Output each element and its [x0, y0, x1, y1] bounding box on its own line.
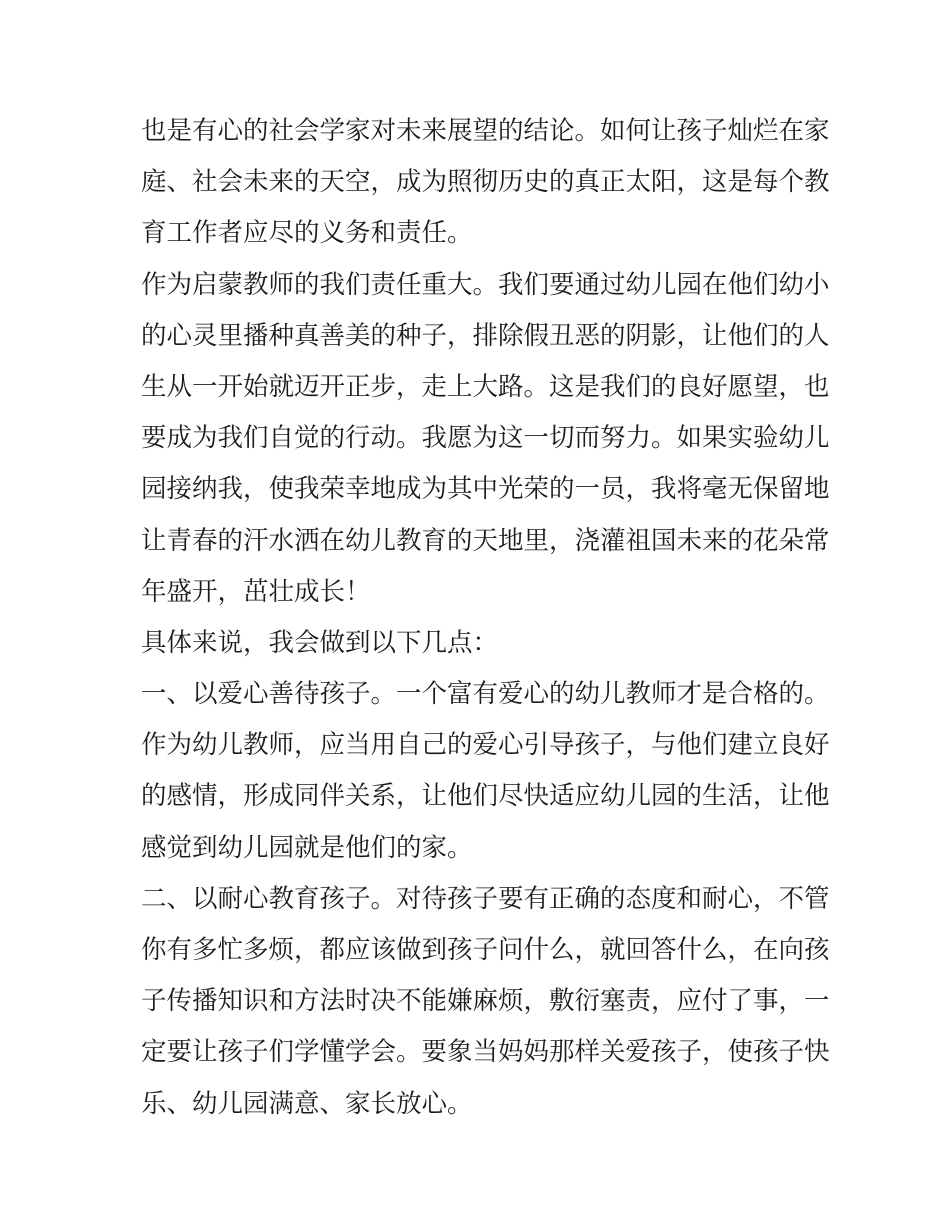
- text-line: 的感情，形成同伴关系，让他们尽快适应幼儿园的生活，让他: [141, 781, 830, 812]
- text-line: 具体来说，我会做到以下几点：: [141, 627, 499, 658]
- text-line: 子传播知识和方法时决不能嫌麻烦，敷衍塞责，应付了事，一: [141, 986, 830, 1017]
- text-line: 乐、幼儿园满意、家长放心。: [141, 1088, 473, 1119]
- text-line: 作为启蒙教师的我们责任重大。我们要通过幼儿园在他们幼小: [141, 269, 830, 300]
- text-line: 的心灵里播种真善美的种子，排除假丑恶的阴影，让他们的人: [141, 320, 830, 351]
- text-line: 感觉到幼儿园就是他们的家。: [141, 832, 473, 863]
- text-line: 年盛开，茁壮成长！: [141, 576, 371, 607]
- text-line: 作为幼儿教师，应当用自己的爱心引导孩子，与他们建立良好: [141, 730, 830, 761]
- text-line: 生从一开始就迈开正步，走上大路。这是我们的良好愿望，也: [141, 371, 830, 402]
- text-line: 让青春的汗水洒在幼儿教育的天地里，浇灌祖国未来的花朵常: [141, 525, 830, 556]
- text-line: 育工作者应尽的义务和责任。: [141, 218, 473, 249]
- text-line: 要成为我们自觉的行动。我愿为这一切而努力。如果实验幼儿: [141, 423, 830, 454]
- text-line: 庭、社会未来的天空，成为照彻历史的真正太阳，这是每个教: [141, 167, 830, 198]
- text-line: 你有多忙多烦，都应该做到孩子问什么，就回答什么，在向孩: [141, 935, 830, 965]
- text-line: 也是有心的社会学家对未来展望的结论。如何让孩子灿烂在家: [141, 116, 830, 146]
- text-line: 园接纳我，使我荣幸地成为其中光荣的一员，我将毫无保留地: [141, 474, 830, 505]
- text-line: 定要让孩子们学懂学会。要象当妈妈那样关爱孩子，使孩子快: [141, 1037, 830, 1068]
- body-text: [141, 106, 830, 1130]
- text-line: 一、以爱心善待孩子。一个富有爱心的幼儿教师才是合格的。: [141, 679, 830, 710]
- text-line: 二、以耐心教育孩子。对待孩子要有正确的态度和耐心，不管: [141, 883, 830, 914]
